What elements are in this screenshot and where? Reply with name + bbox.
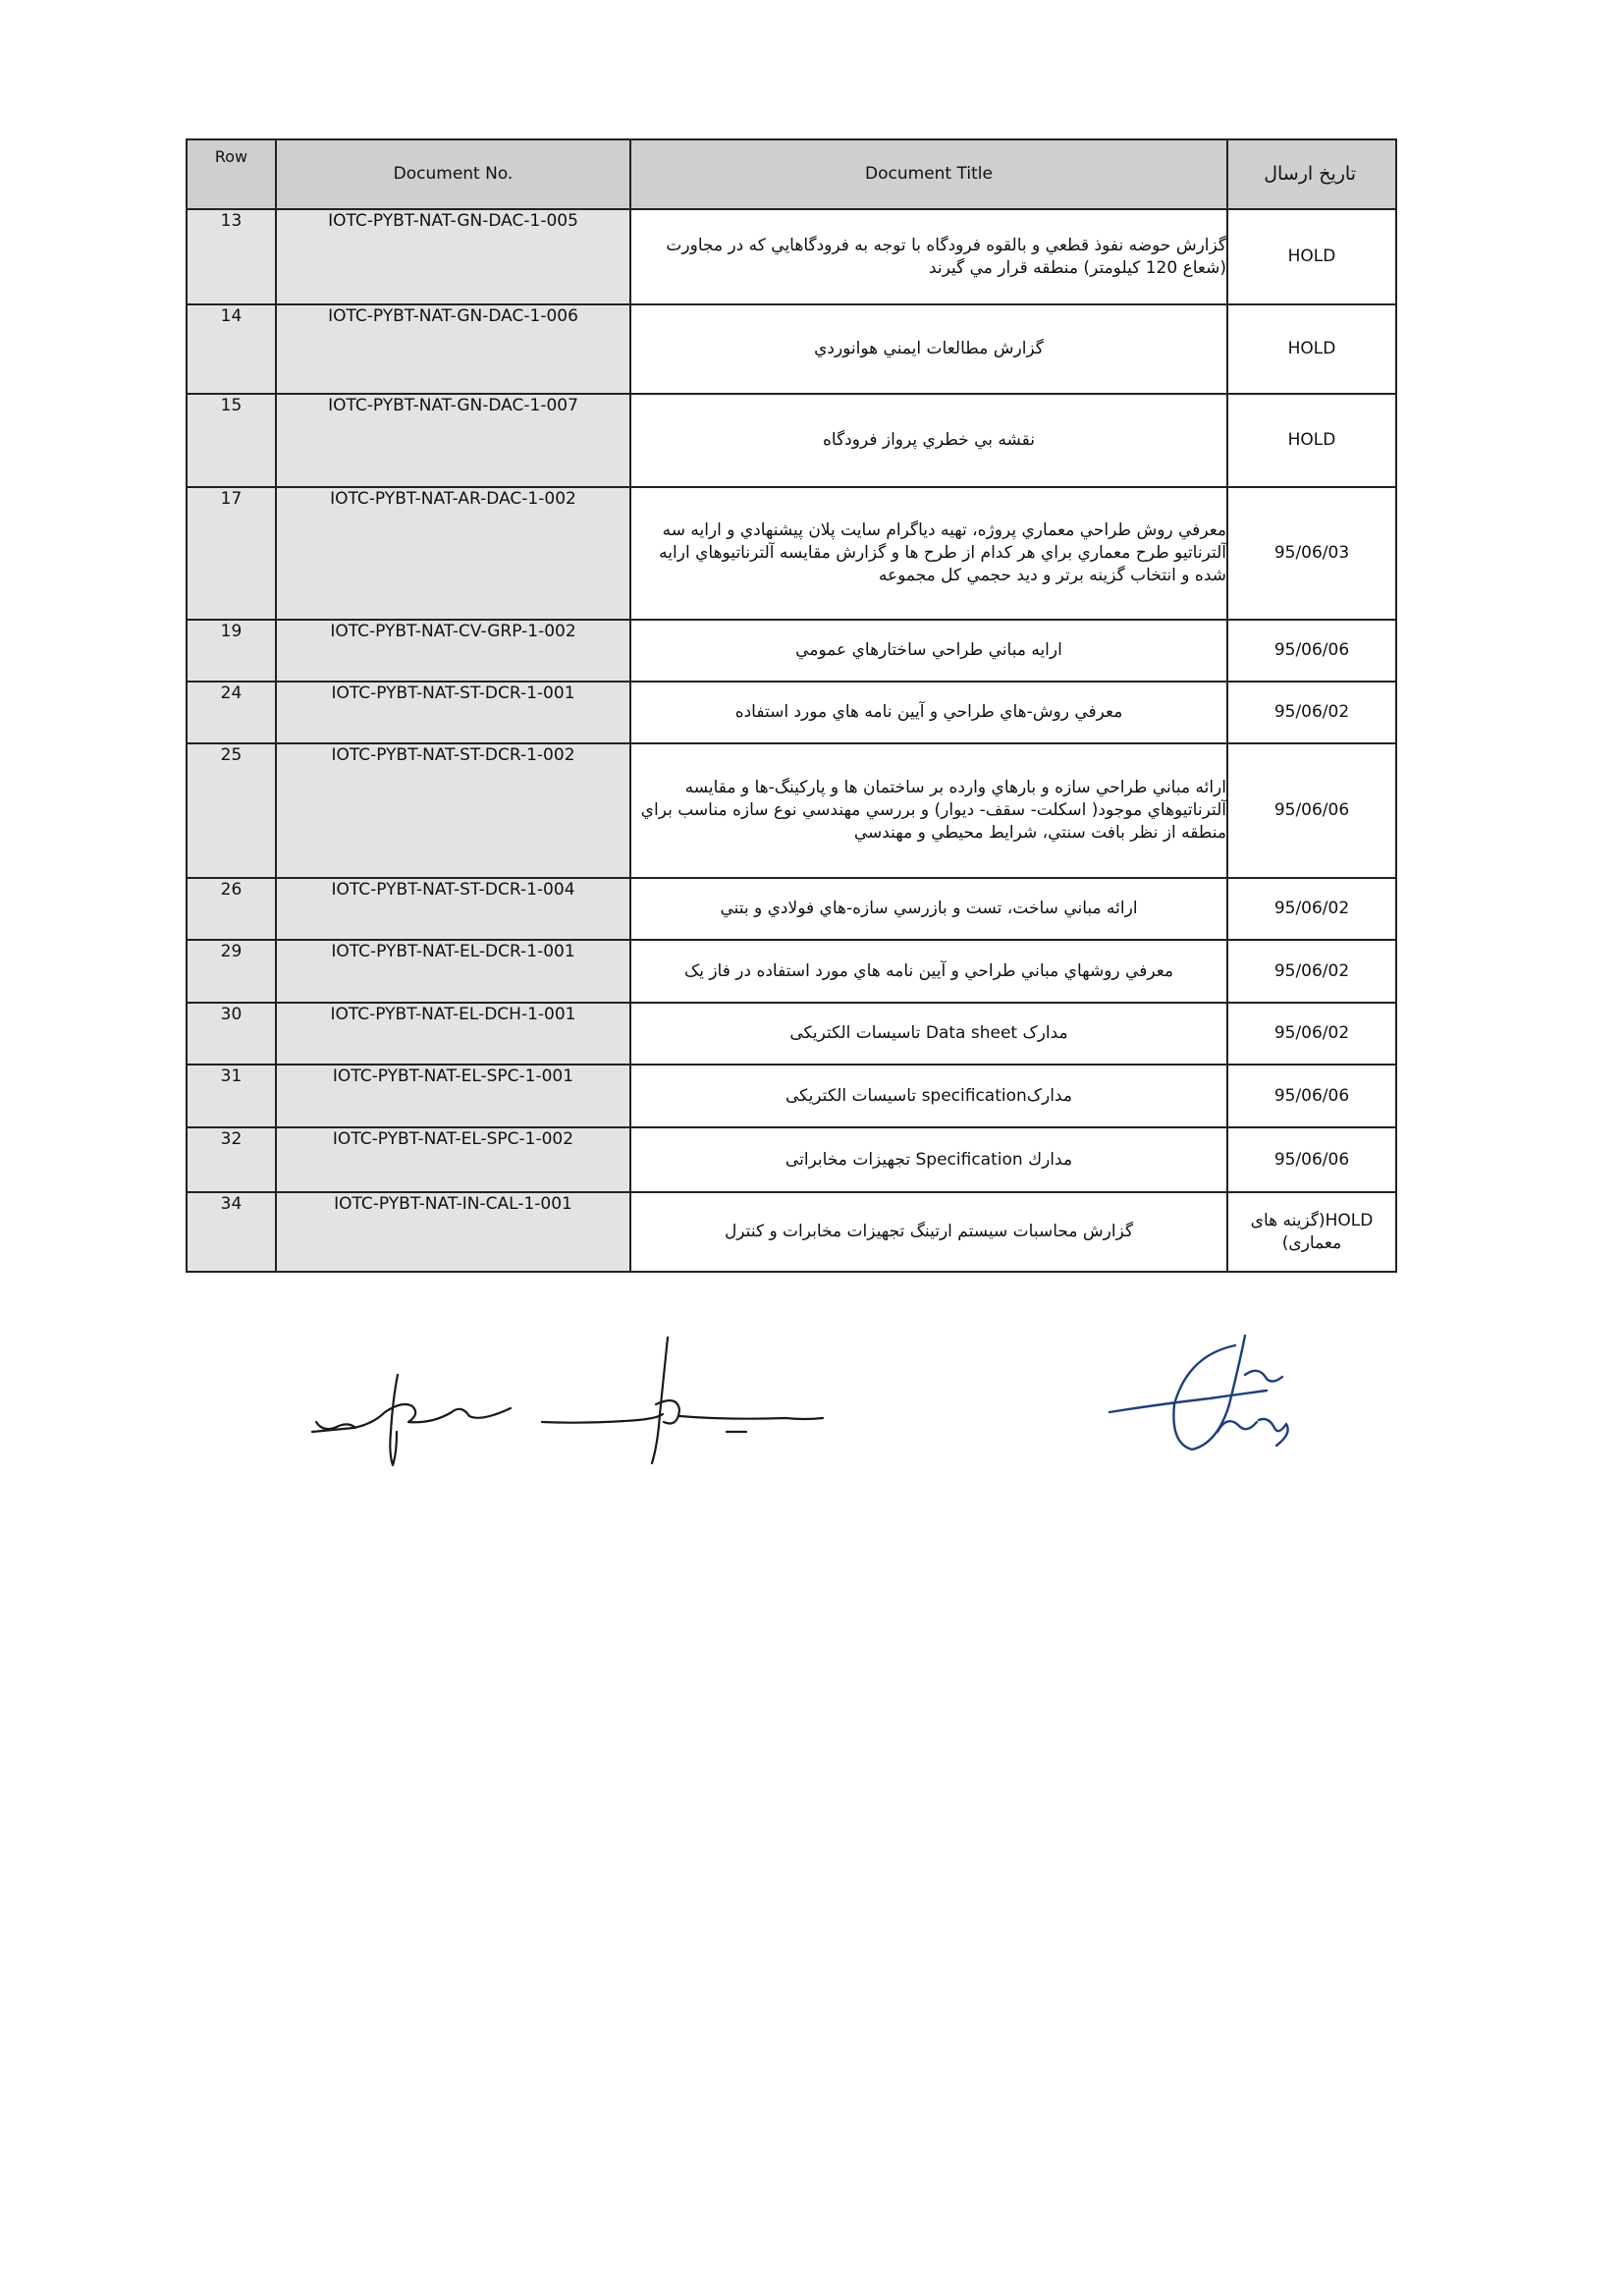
document-title: مدارک Data sheet تاسیسات الکتریکی bbox=[630, 1003, 1227, 1065]
document-title: نقشه بي خطري پرواز فرودگاه bbox=[630, 394, 1227, 487]
send-date: 95/06/06 bbox=[1227, 1065, 1396, 1127]
document-title: مدارك Specification تجهيزات مخابراتی bbox=[630, 1127, 1227, 1192]
header-document-no: Document No. bbox=[276, 139, 630, 209]
document-title: گزارش مطالعات ايمني هوانوردي bbox=[630, 304, 1227, 394]
table-row bbox=[187, 209, 1396, 304]
table-row bbox=[187, 878, 1396, 940]
document-title: معرفي روش طراحي معماري پروژه، تهيه دياگرام سايت پلان پيشنهادي و ارايه سه آلترناتيو طرح معماري براي هر كدام از طرح ها و گزارش مقايسه آلترناتيوهاي ارايه شده و انتخاب گزينه برتر و ديد حجمي كل مجموعه bbox=[630, 487, 1227, 620]
send-date: HOLD bbox=[1227, 209, 1396, 304]
row-number: 24 bbox=[187, 682, 276, 743]
row-number: 30 bbox=[187, 1003, 276, 1065]
document-number: IOTC-PYBT-NAT-GN-DAC-1-005 bbox=[276, 209, 630, 304]
table-row bbox=[187, 940, 1396, 1003]
table-row bbox=[187, 743, 1396, 878]
document-number: IOTC-PYBT-NAT-CV-GRP-1-002 bbox=[276, 620, 630, 682]
send-date: HOLD(گزینه های معماری) bbox=[1227, 1192, 1396, 1272]
row-number: 32 bbox=[187, 1127, 276, 1192]
document-number: IOTC-PYBT-NAT-GN-DAC-1-007 bbox=[276, 394, 630, 487]
row-number: 25 bbox=[187, 743, 276, 878]
table-row bbox=[187, 620, 1396, 682]
header-send-date: تاریخ ارسال bbox=[1227, 139, 1396, 209]
table-row bbox=[187, 1192, 1396, 1272]
document-title: گزارش حوضه نفوذ قطعي و بالقوه فرودگاه با توجه به فرودگاهايي كه در مجاورت (شعاع 120 كيلومتر) منطقه قرار مي گيرند bbox=[630, 209, 1227, 304]
row-number: 34 bbox=[187, 1192, 276, 1272]
document-number: IOTC-PYBT-NAT-ST-DCR-1-004 bbox=[276, 878, 630, 940]
left-signature bbox=[312, 1338, 823, 1465]
row-number: 14 bbox=[187, 304, 276, 394]
document-number: IOTC-PYBT-NAT-ST-DCR-1-002 bbox=[276, 743, 630, 878]
header-row: Row bbox=[187, 139, 276, 209]
right-signature bbox=[1110, 1336, 1288, 1449]
document-number: IOTC-PYBT-NAT-EL-DCH-1-001 bbox=[276, 1003, 630, 1065]
document-number: IOTC-PYBT-NAT-ST-DCR-1-001 bbox=[276, 682, 630, 743]
row-number: 15 bbox=[187, 394, 276, 487]
header-document-title: Document Title bbox=[630, 139, 1227, 209]
document-number: IOTC-PYBT-NAT-IN-CAL-1-001 bbox=[276, 1192, 630, 1272]
send-date: 95/06/02 bbox=[1227, 682, 1396, 743]
signatures bbox=[0, 1306, 1624, 1503]
table-row bbox=[187, 487, 1396, 620]
table-row bbox=[187, 1065, 1396, 1127]
row-number: 31 bbox=[187, 1065, 276, 1127]
document-title: ارايه مباني طراحي ساختارهاي عمومي bbox=[630, 620, 1227, 682]
document-title: ارائه مباني طراحي سازه و بارهاي وارده بر ساختمان ها و پاركينگ-ها و مقايسه آلترناتيوهاي موجود( اسكلت- سقف- ديوار) و بررسي مهندسي نوع سازه مناسب براي منطقه از نظر بافت سنتي، شرايط محيطي و مهندسي bbox=[630, 743, 1227, 878]
send-date: 95/06/02 bbox=[1227, 1003, 1396, 1065]
row-number: 19 bbox=[187, 620, 276, 682]
document-title: مدارکspecification تاسیسات الکتریکی bbox=[630, 1065, 1227, 1127]
row-number: 13 bbox=[187, 209, 276, 304]
table-row bbox=[187, 394, 1396, 487]
row-number: 29 bbox=[187, 940, 276, 1003]
row-number: 26 bbox=[187, 878, 276, 940]
table-row bbox=[187, 682, 1396, 743]
document-number: IOTC-PYBT-NAT-AR-DAC-1-002 bbox=[276, 487, 630, 620]
send-date: 95/06/06 bbox=[1227, 620, 1396, 682]
document-number: IOTC-PYBT-NAT-GN-DAC-1-006 bbox=[276, 304, 630, 394]
document-number: IOTC-PYBT-NAT-EL-SPC-1-002 bbox=[276, 1127, 630, 1192]
document-title: گزارش محاسبات سيستم ارتينگ تجهيزات مخابرات و كنترل bbox=[630, 1192, 1227, 1272]
table-row bbox=[187, 1003, 1396, 1065]
document-table bbox=[186, 138, 1397, 1273]
send-date: HOLD bbox=[1227, 304, 1396, 394]
document-title: معرفي روش-هاي طراحي و آيين نامه هاي مورد استفاده bbox=[630, 682, 1227, 743]
table-row bbox=[187, 1127, 1396, 1192]
send-date: HOLD bbox=[1227, 394, 1396, 487]
document-title: ارائه مباني ساخت، تست و بازرسي سازه-هاي فولادي و بتني bbox=[630, 878, 1227, 940]
send-date: 95/06/02 bbox=[1227, 878, 1396, 940]
send-date: 95/06/06 bbox=[1227, 743, 1396, 878]
document-title: معرفي روشهاي مباني طراحي و آيين نامه هاي مورد استفاده در فاز يک bbox=[630, 940, 1227, 1003]
document-number: IOTC-PYBT-NAT-EL-DCR-1-001 bbox=[276, 940, 630, 1003]
send-date: 95/06/03 bbox=[1227, 487, 1396, 620]
send-date: 95/06/02 bbox=[1227, 940, 1396, 1003]
send-date: 95/06/06 bbox=[1227, 1127, 1396, 1192]
table-header-row bbox=[187, 139, 1396, 209]
table-row bbox=[187, 304, 1396, 394]
row-number: 17 bbox=[187, 487, 276, 620]
document-number: IOTC-PYBT-NAT-EL-SPC-1-001 bbox=[276, 1065, 630, 1127]
